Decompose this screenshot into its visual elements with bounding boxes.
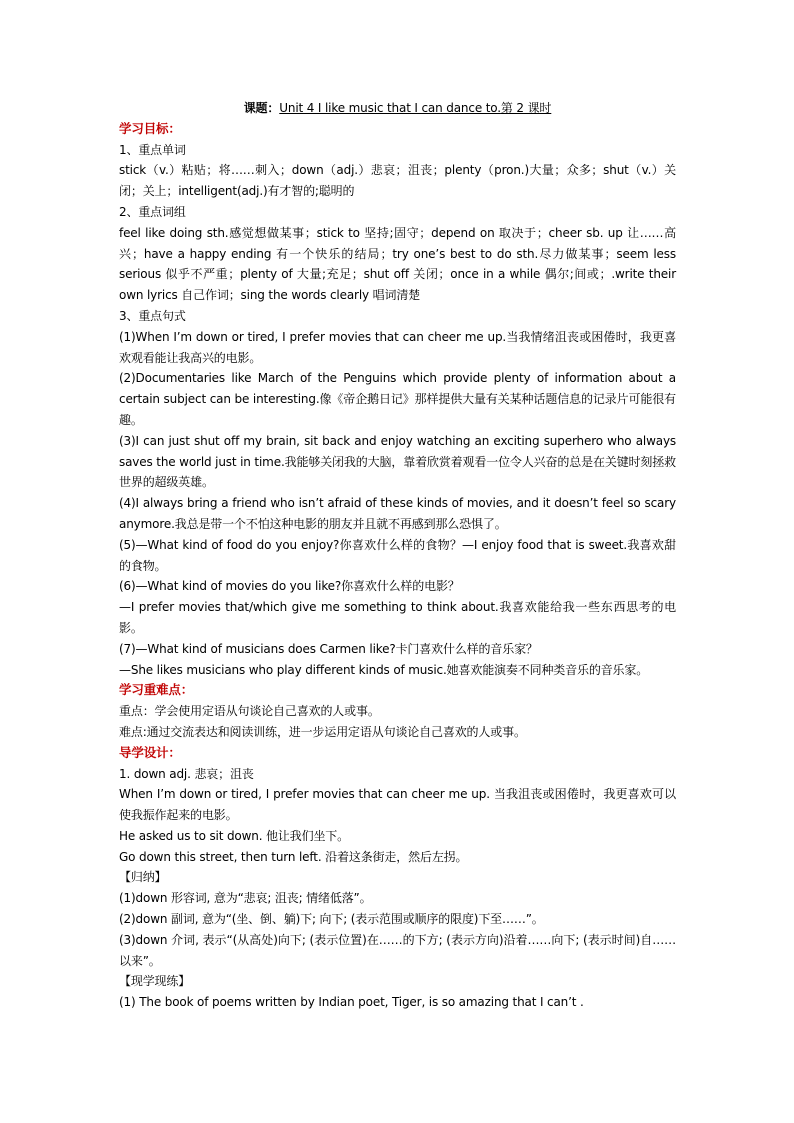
summary-3: (3)down 介词, 表示“(从高处)向下; (表示位置)在……的下方; (表示方向)沿着……向下; (表示时间)自……以来”。 [119, 932, 676, 968]
sentence-2: (2)Documentaries like March of the Penguins which provide plenty of information about a certain subject can be interesting.像《帝企鹅日记》那样提供大量有关某种话题信息的记录片可能很有趣。 [119, 371, 676, 427]
sentence-5: (5)—What kind of food do you enjoy?你喜欢什么样的食物？—I enjoy food that is sweet.我喜欢甜的食物。 [119, 537, 676, 573]
title-lesson: 第 2 课时 [500, 101, 552, 115]
difficulty-heading: 学习重难点： [119, 682, 194, 698]
practice-heading: 【现学现练】 [119, 974, 191, 989]
key-words-text: stick（v.）粘贴；将……刺入；down（adj.）悲哀；沮丧；plenty（pron.)大量；众多；shut（v.）关闭；关上；intelligent(adj.)有才智的;聪明的 [119, 163, 676, 199]
page-title [119, 98, 676, 119]
example-3: Go down this street, then turn left. 沿着这条街走，然后左拐。 [119, 849, 468, 864]
learning-goals-heading: 学习目标： [119, 120, 181, 136]
sentence-4: (4)I always bring a friend who isn’t afraid of these kinds of movies, and it doesn’t feel so scary anymore.我总是带一个不怕这种电影的朋友并且就不再感到那么恐惧了。 [119, 496, 676, 531]
title-label: 课题： [243, 101, 280, 115]
summary-2: (2)down 副词, 意为“(坐、倒、躺)下; 向下; (表示范围或顺序的限度)下至……”。 [119, 912, 544, 927]
summary-heading: 【归纳】 [119, 870, 167, 885]
sentence-6-answer: —I prefer movies that/which give me something to think about.我喜欢能给我一些东西思考的电影。 [119, 600, 676, 635]
key-phrases-heading: 2、重点词组 [119, 204, 186, 219]
practice-question-1: (1) The book of poems written by Indian poet, Tiger, is so amazing that I can’t . [119, 995, 584, 1010]
sentence-1: (1)When I’m down or tired, I prefer movies that can cheer me up.当我情绪沮丧或困倦时，我更喜欢观看能让我高兴的电影。 [119, 329, 676, 365]
sentence-3: (3)I can just shut off my brain, sit back and enjoy watching an exciting superhero who always saves the world just in time.我能够关闭我的大脑，靠着欣赏着观看一位令人兴奋的总是在关键时刻拯救世界的超级英雄。 [119, 433, 676, 490]
key-phrases-text: feel like doing sth.感觉想做某事；stick to 坚持;固守；depend on 取决于；cheer sb. up 让……高兴；have a happy ending 有一个快乐的结局；try one’s best to do sth.尽力做某事；seem less serious 似乎不严重；plenty of 大量;充足；shut off 关闭；once in a while 偶尔;间或；.write their own lyrics 自己作词；sing the words clearly 唱词清楚 [119, 225, 676, 303]
example-1: When I’m down or tired, I prefer movies that can cheer me up. 当我沮丧或困倦时，我更喜欢可以使我振作起来的电影。 [119, 787, 676, 823]
document-content [119, 98, 676, 1013]
key-sentences-heading: 3、重点句式 [119, 308, 186, 323]
sentence-6-question: (6)—What kind of movies do you like?你喜欢什么样的电影？ [119, 579, 460, 594]
key-words-heading: 1、重点单词 [119, 142, 186, 157]
guide-design-heading: 导学设计： [119, 744, 181, 760]
summary-1: (1)down 形容词, 意为“悲哀; 沮丧; 情绪低落”。 [119, 891, 372, 906]
example-2: He asked us to sit down. 他让我们坐下。 [119, 828, 350, 843]
sentence-7-question: (7)—What kind of musicians does Carmen like?卡门喜欢什么样的音乐家？ [119, 641, 538, 656]
guide-item-1: 1. down adj. 悲哀；沮丧 [119, 766, 254, 781]
sentence-7-answer: —She likes musicians who play different kinds of music.她喜欢能演奏不同种类音乐的音乐家。 [119, 662, 649, 677]
title-unit: Unit 4 I like music that I can dance to. [279, 101, 501, 115]
key-point-text: 重点：学会使用定语从句谈论自己喜欢的人或事。 [119, 704, 380, 719]
hard-point-text: 难点:通过交流表达和阅读训练，进一步运用定语从句谈论自己喜欢的人或事。 [119, 724, 526, 739]
